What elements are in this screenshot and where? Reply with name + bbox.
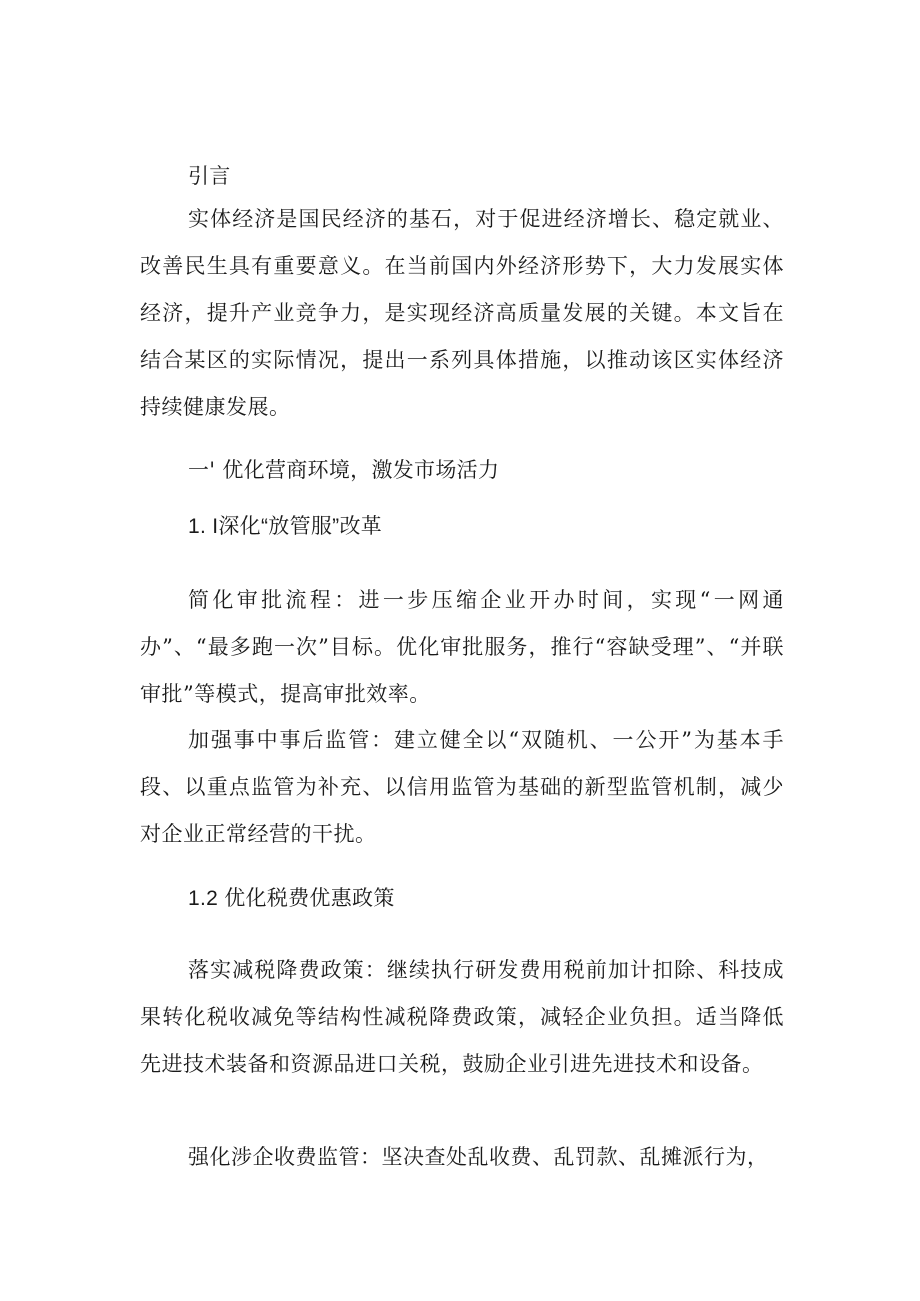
paragraph-fee-supervision: 强化涉企收费监管：坚决查处乱收费、乱罚款、乱摊派行为， (188, 1145, 769, 1169)
section-1-heading: 一' 优化营商环境，激发市场活力 (188, 458, 500, 482)
intro-paragraph: 实体经济是国民经济的基石，对于促进经济增长、稳定就业、改善民生具有重要意义。在当前国内外经济形势下，大力发展实体经济，提升产业竞争力，是实现经济高质量发展的关键。本文旨在结合某区的实际情况，提出一系列具体措施，以推动该区实体经济持续健康发展。 (140, 207, 784, 419)
paragraph-approval-process: 简化审批流程：进一步压缩企业开办时间，实现“一网通办”、“最多跑一次”目标。优化审批服务，推行“容缺受理”、“并联审批”等模式，提高审批效率。 (140, 588, 784, 706)
intro-heading: 引言 (188, 164, 231, 188)
paragraph-supervision: 加强事中事后监管：建立健全以“双随机、一公开”为基本手段、以重点监管为补充、以信用监管为基础的新型监管机制，减少对企业正常经营的干扰。 (140, 728, 784, 846)
paragraph-tax-policy: 落实减税降费政策：继续执行研发费用税前加计扣除、科技成果转化税收减免等结构性减税降费政策，减轻企业负担。适当降低先进技术装备和资源品进口关税，鼓励企业引进先进技术和设备。 (140, 958, 784, 1076)
subsection-1-1-heading: 1. I深化“放管服”改革 (188, 515, 383, 538)
subsection-1-2-heading: 1.2 优化税费优惠政策 (188, 887, 395, 910)
